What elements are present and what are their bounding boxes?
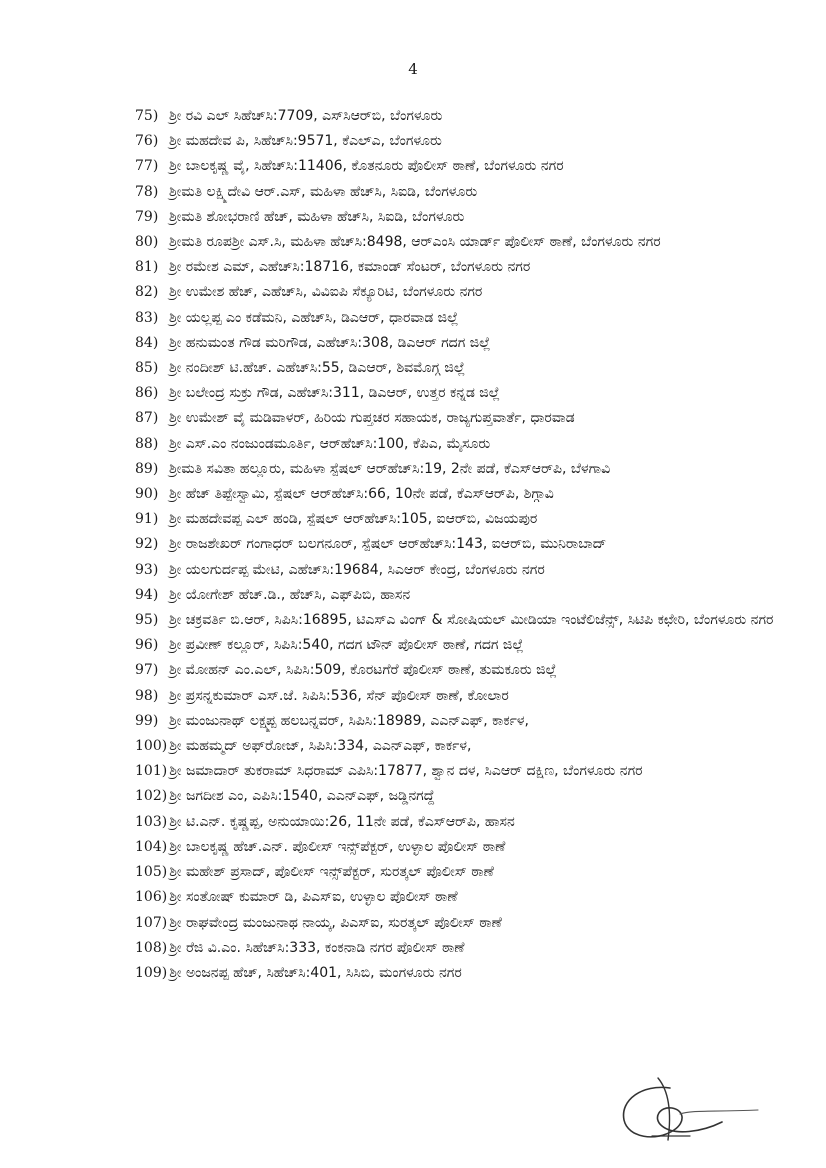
entry-number: 89) [135, 460, 159, 477]
list-item [135, 205, 815, 230]
entry-text: ಶ್ರೀ ಸಂತೋಷ್ ಕುಮಾರ್ ಡಿ, ಪಿಎಸ್‌ಐ, ಉಳ್ಳಾಲ ಪೊಲೀಸ್ ಠಾಣೆ [169, 889, 458, 906]
entry-text: ಶ್ರೀ ಮಹದೇವ ಪಿ, ಸಿಹೆಚ್‌ಸಿ:9571, ಕೆಎಲ್‌ಎ, ಬೆಂಗಳೂರು [169, 133, 442, 150]
entry-number: 86) [135, 385, 159, 402]
list-item [135, 255, 815, 280]
entry-text: ಶ್ರೀ ಚಕ್ರವರ್ತಿ ಬಿ.ಆರ್, ಸಿಪಿಸಿ:16895, ಟಿಎಸ್‌ಎ ವಿಂಗ್ & ಸೋಷಿಯಲ್ ಮೀಡಿಯಾ ಇಂಟೆಲಿಜೆನ್ಸ್, ಸಿಟಿಪಿ ಕಛೇರಿ, ಬೆಂಗಳೂರು ನಗರ [169, 612, 774, 629]
entry-text: ಶ್ರೀ ಬಾಲಕೃಷ್ಣ ವೈ, ಸಿಹೆಚ್‌ಸಿ:11406, ಕೊತನೂರು ಪೊಲೀಸ್ ಠಾಣೆ, ಬೆಂಗಳೂರು ನಗರ [169, 158, 564, 175]
entry-number: 99) [135, 712, 159, 729]
entry-text: ಶ್ರೀಮತಿ ಲಕ್ಷ್ಮಿದೇವಿ ಆರ್.ಎಸ್, ಮಹಿಳಾ ಹೆಚ್‌ಸಿ, ಸಿಐಡಿ, ಬೆಂಗಳೂರು [169, 183, 478, 200]
entry-number: 85) [135, 360, 159, 377]
list-item [135, 154, 815, 179]
entry-text: ಶ್ರೀ ಹನುಮಂತ ಗೌಡ ಮರಿಗೌಡ, ಎಹೆಚ್‌ಸಿ:308, ಡಿಎಆರ್ ಗದಗ ಜಿಲ್ಲೆ [169, 334, 491, 351]
list-item [135, 911, 815, 936]
entry-text: ಶ್ರೀ ರಾಜಶೇಖರ್ ಗಂಗಾಧರ್ ಬಲಗನೂರ್, ಸ್ಪೆಷಲ್ ಆರ್‌ಹೆಚ್‌ಸಿ:143, ಐಆರ್‌ಬಿ, ಮುನಿರಾಬಾದ್ [169, 536, 607, 553]
list-item [135, 860, 815, 885]
list-item [135, 230, 815, 255]
entry-text: ಶ್ರೀ ಉಮೇಶ್ ವೈ ಮಡಿವಾಳರ್, ಹಿರಿಯ ಗುಪ್ತಚರ ಸಹಾಯಕ, ರಾಜ್ಯಗುಪ್ತವಾರ್ತೆ, ಧಾರವಾಡ [169, 410, 575, 427]
entry-number: 93) [135, 561, 159, 578]
entry-text: ಶ್ರೀ ಪ್ರವೀಣ್ ಕಲ್ಲೂರ್, ಸಿಪಿಸಿ:540, ಗದಗ ಟೌನ್ ಪೊಲೀಸ್ ಠಾಣೆ, ಗದಗ ಜಿಲ್ಲೆ [169, 637, 524, 654]
entry-text: ಶ್ರೀ ಅಂಜನಪ್ಪ ಹೆಚ್, ಸಿಹೆಚ್‌ಸಿ:401, ಸಿಸಿಬಿ, ಮಂಗಳೂರು ನಗರ [169, 964, 462, 981]
entry-number: 103) [135, 813, 168, 830]
entry-number: 104) [135, 838, 168, 855]
entry-number: 100) [135, 738, 168, 755]
entry-text: ಶ್ರೀ ಬಲೇಂದ್ರ ಸುಕ್ರು ಗೌಡ, ಎಹೆಚ್‌ಸಿ:311, ಡಿಎಆರ್, ಉತ್ತರ ಕನ್ನಡ ಜಿಲ್ಲೆ [169, 385, 501, 402]
list-item [135, 583, 815, 608]
entry-number: 76) [135, 133, 159, 150]
entry-text: ಶ್ರೀ ಮಹಮ್ಮದ್ ಅಫ್‌ರೋಜ್, ಸಿಪಿಸಿ:334, ಎಎನ್‌ಎಫ್, ಕಾರ್ಕಳ, [169, 738, 472, 755]
entry-number: 80) [135, 234, 159, 251]
entry-text: ಶ್ರೀ ಮೋಹನ್ ಎಂ.ಎಲ್, ಸಿಪಿಸಿ:509, ಕೊರಟಗೆರೆ ಪೊಲೀಸ್ ಠಾಣೆ, ತುಮಕೂರು ಜಿಲ್ಲೆ [169, 662, 557, 679]
list-item [135, 457, 815, 482]
list-item [135, 507, 815, 532]
list-item [135, 558, 815, 583]
entry-text: ಶ್ರೀ ಜಗದೀಶ ಎಂ, ಎಪಿಸಿ:1540, ಎಎನ್‌ಎಫ್, ಜಡ್ಡಿನಗದ್ದೆ [169, 788, 435, 805]
list-item [135, 961, 815, 986]
list-item [135, 306, 815, 331]
list-item [135, 280, 815, 305]
list-item [135, 734, 815, 759]
entry-number: 108) [135, 939, 168, 956]
entry-text: ಶ್ರೀಮತಿ ಶೋಭರಾಣಿ ಹೆಚ್, ಮಹಿಳಾ ಹೆಚ್‌ಸಿ, ಸಿಐಡಿ, ಬೆಂಗಳೂರು [169, 208, 465, 225]
entry-number: 105) [135, 864, 168, 881]
list-item [135, 658, 815, 683]
entry-text: ಶ್ರೀ ಮಹದೇವಪ್ಪ ಎಲ್ ಹಂಡಿ, ಸ್ಪೆಷಲ್ ಆರ್‌ಹೆಚ್‌ಸಿ:105, ಐಆರ್‌ಬಿ, ವಿಜಯಪುರ [169, 511, 538, 528]
list-item [135, 532, 815, 557]
entry-text: ಶ್ರೀ ರೆಜಿ ವಿ.ಎಂ. ಸಿಹೆಚ್‌ಸಿ:333, ಕಂಕನಾಡಿ ನಗರ ಪೊಲೀಸ್ ಠಾಣೆ [169, 939, 465, 956]
entry-number: 88) [135, 435, 159, 452]
entry-text: ಶ್ರೀ ಮಹೇಶ್ ಪ್ರಸಾದ್, ಪೊಲೀಸ್ ಇನ್ಸ್‌ಪೆಕ್ಟರ್, ಸುರತ್ಕಲ್ ಪೊಲೀಸ್ ಠಾಣೆ [169, 864, 494, 881]
entry-number: 101) [135, 763, 168, 780]
entry-text: ಶ್ರೀ ಪ್ರಸನ್ನಕುಮಾರ್ ಎಸ್.ಜೆ. ಸಿಪಿಸಿ:536, ಸೆನ್ ಪೊಲೀಸ್ ಠಾಣೆ, ಕೋಲಾರ [169, 687, 509, 704]
handwritten-signature-icon [612, 1070, 762, 1150]
entry-number: 75) [135, 108, 159, 124]
entry-number: 91) [135, 511, 159, 528]
page-number: 4 [408, 60, 418, 78]
list-item [135, 684, 815, 709]
entry-number: 84) [135, 334, 159, 351]
list-item [135, 432, 815, 457]
entry-number: 87) [135, 410, 159, 427]
award-list [135, 104, 815, 986]
entry-number: 98) [135, 687, 159, 704]
entry-number: 90) [135, 486, 159, 503]
entry-text: ಶ್ರೀ ಎಸ್.ಎಂ ನಂಜುಂಡಮೂರ್ತಿ, ಆರ್‌ಹೆಚ್‌ಸಿ:100, ಕೆಪಿಎ, ಮೈಸೂರು [169, 435, 491, 452]
list-item [135, 381, 815, 406]
list-item [135, 406, 815, 431]
list-item [135, 709, 815, 734]
entry-text: ಶ್ರೀ ಬಾಲಕೃಷ್ಣ ಹೆಚ್.ಎನ್. ಪೊಲೀಸ್ ಇನ್ಸ್‌ಪೆಕ್ಟರ್, ಉಳ್ಳಾಲ ಪೊಲೀಸ್ ಠಾಣೆ [169, 838, 506, 855]
entry-text: ಶ್ರೀ ನಂದೀಶ್ ಟಿ.ಹೆಚ್. ಎಹೆಚ್‌ಸಿ:55, ಡಿಎಆರ್, ಶಿವಮೊಗ್ಗ ಜಿಲ್ಲೆ [169, 360, 466, 377]
entry-text: ಶ್ರೀ ರಮೇಶ ಎಮ್, ಎಹೆಚ್‌ಸಿ:18716, ಕಮಾಂಡ್ ಸೆಂಟರ್, ಬೆಂಗಳೂರು ನಗರ [169, 259, 531, 276]
entry-number: 92) [135, 536, 159, 553]
entry-text: ಶ್ರೀಮತಿ ಸವಿತಾ ಹಲ್ಲೂರು, ಮಹಿಳಾ ಸ್ಪೆಷಲ್ ಆರ್‌ಹೆಚ್‌ಸಿ:19, 2ನೇ ಪಡೆ, ಕೆಎಸ್‌ಆರ್‌ಪಿ, ಬೆಳಗಾವಿ [169, 460, 611, 477]
list-item [135, 331, 815, 356]
entry-text: ಶ್ರೀ ಟಿ.ಎನ್. ಕೃಷ್ಣಪ್ಪ, ಅನುಯಾಯಿ:26, 11ನೇ ಪಡೆ, ಕೆಎಸ್‌ಆರ್‌ಪಿ, ಹಾಸನ [169, 813, 515, 830]
list-item [135, 482, 815, 507]
entry-text: ಶ್ರೀ ಜಮಾದಾರ್ ತುಕರಾಮ್ ಸಿಧರಾಮ್ ಎಪಿಸಿ:17877, ಶ್ವಾನ ದಳ, ಸಿಎಆರ್ ದಕ್ಷಿಣ, ಬೆಂಗಳೂರು ನಗರ [169, 763, 643, 780]
list-item [135, 180, 815, 205]
entry-number: 95) [135, 612, 159, 629]
entry-text: ಶ್ರೀ ಯೋಗೇಶ್ ಹೆಚ್.ಡಿ., ಹೆಚ್‌ಸಿ, ಎಫ್‌ಪಿಬಿ, ಹಾಸನ [169, 586, 411, 603]
entry-number: 78) [135, 183, 159, 200]
list-item [135, 936, 815, 961]
list-item [135, 784, 815, 809]
entry-number: 83) [135, 309, 159, 326]
entry-number: 107) [135, 914, 168, 931]
entry-text: ಶ್ರೀ ಉಮೇಶ ಹೆಚ್, ಎಹೆಚ್‌ಸಿ, ವಿವಿಐಪಿ ಸೆಕ್ಯೂರಿಟಿ, ಬೆಂಗಳೂರು ನಗರ [169, 284, 483, 301]
entry-number: 79) [135, 208, 159, 225]
list-item [135, 104, 815, 129]
entry-text: ಶ್ರೀ ಯಲಗುರ್ದಪ್ಪ ಮೇಟಿ, ಎಹೆಚ್‌ಸಿ:19684, ಸಿಎಆರ್ ಕೇಂದ್ರ, ಬೆಂಗಳೂರು ನಗರ [169, 561, 545, 578]
entry-number: 96) [135, 637, 159, 654]
entry-text: ಶ್ರೀ ಹೆಚ್ ತಿಪ್ಪೇಸ್ವಾಮಿ, ಸ್ಪೆಷಲ್ ಆರ್‌ಹೆಚ್‌ಸಿ:66, 10ನೇ ಪಡೆ, ಕೆಎಸ್‌ಆರ್‌ಪಿ, ಶಿಗ್ಗಾವಿ [169, 486, 554, 503]
list-item [135, 633, 815, 658]
list-item [135, 356, 815, 381]
entry-number: 77) [135, 158, 159, 175]
entry-text: ಶ್ರೀಮತಿ ರೂಪಶ್ರೀ ಎಸ್.ಸಿ, ಮಹಿಳಾ ಹೆಚ್‌ಸಿ:8498, ಆರ್‌ಎಂಸಿ ಯಾರ್ಡ್ ಪೊಲೀಸ್ ಠಾಣೆ, ಬೆಂಗಳೂರು ನಗರ [169, 234, 661, 251]
list-item [135, 608, 815, 633]
list-item [135, 835, 815, 860]
entry-number: 94) [135, 586, 159, 603]
entry-text: ಶ್ರೀ ರವಿ ಎಲ್ ಸಿಹೆಚ್‌ಸಿ:7709, ಎಸ್‌ಸಿಆರ್‌ಬಿ, ಬೆಂಗಳೂರು [169, 108, 443, 124]
entry-text: ಶ್ರೀ ಮಂಜುನಾಥ್ ಲಕ್ಷ್ಮಪ್ಪ ಹಲಬನ್ನವರ್, ಸಿಪಿಸಿ:18989, ಎಎನ್‌ಎಫ್, ಕಾರ್ಕಳ, [169, 712, 529, 729]
entry-number: 82) [135, 284, 159, 301]
entry-number: 106) [135, 889, 168, 906]
entry-text: ಶ್ರೀ ಯಲ್ಲಪ್ಪ ಎಂ ಕಡೆಮನಿ, ಎಹೆಚ್‌ಸಿ, ಡಿಎಆರ್, ಧಾರವಾಡ ಜಿಲ್ಲೆ [169, 309, 459, 326]
entry-number: 109) [135, 964, 168, 981]
list-item [135, 129, 815, 154]
list-item [135, 885, 815, 910]
entry-text: ಶ್ರೀ ರಾಘವೇಂದ್ರ ಮಂಜುನಾಥ ನಾಯ್ಕ, ಪಿಎಸ್‌ಐ, ಸುರತ್ಕಲ್ ಪೊಲೀಸ್ ಠಾಣೆ [169, 914, 502, 931]
entry-number: 102) [135, 788, 168, 805]
entry-number: 81) [135, 259, 159, 276]
list-item [135, 759, 815, 784]
list-item [135, 810, 815, 835]
entry-number: 97) [135, 662, 159, 679]
